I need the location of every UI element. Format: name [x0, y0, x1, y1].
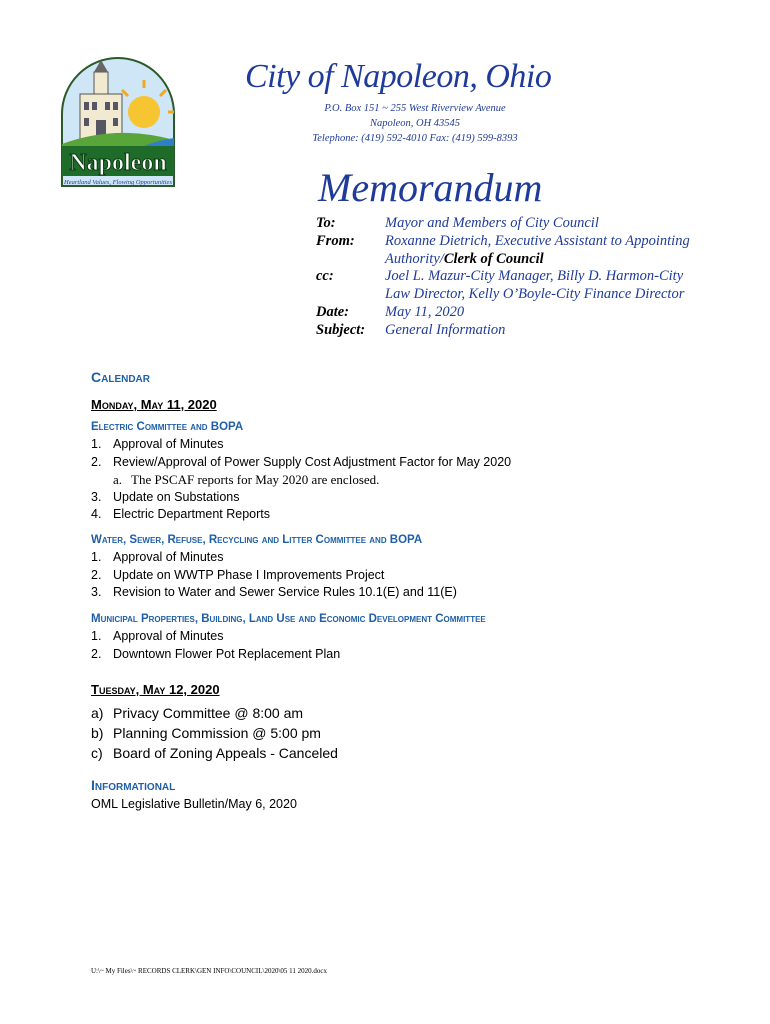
date-value: May 11, 2020 — [385, 303, 465, 320]
tuesday-heading: Tuesday, May 12, 2020 — [91, 682, 220, 697]
subject-value: General Information — [385, 321, 506, 338]
cc-value-1: Joel L. Mazur-City Manager, Billy D. Harmon-City — [385, 268, 684, 285]
list-item: 1. Approval of Minutes — [91, 437, 224, 451]
municipal-committee-heading: Municipal Properties, Building, Land Use and Economic Development Committee — [91, 613, 486, 625]
city-title: City of Napoleon, Ohio — [245, 58, 552, 95]
phone-fax: Telephone: (419) 592-4010 Fax: (419) 599-8393 — [312, 133, 518, 144]
address-line-2: Napoleon, OH 43545 — [369, 118, 461, 129]
to-label: To: — [316, 215, 336, 231]
from-value: Roxanne Dietrich, Executive Assistant to Appointing — [385, 232, 690, 249]
list-item: a) Privacy Committee @ 8:00 am — [91, 705, 304, 721]
date-label: Date: — [316, 303, 350, 320]
list-item: 4. Electric Department Reports — [91, 507, 271, 522]
from-label: From: — [316, 232, 355, 249]
water-agenda-list — [91, 549, 457, 602]
from-value-2: Authority/ — [385, 250, 444, 267]
municipal-agenda-list — [91, 628, 340, 663]
city-logo — [56, 54, 180, 190]
electric-agenda-list — [91, 436, 511, 524]
address-line-1: P.O. Box 151 ~ 255 West Riverview Avenue — [324, 103, 506, 114]
list-item: c) Board of Zoning Appeals - Canceled — [91, 745, 338, 761]
calendar-heading: Calendar — [91, 369, 150, 385]
cc-label: cc: — [316, 268, 334, 285]
water-committee-heading: Water, Sewer, Refuse, Recycling and Litter Committee and BOPA — [91, 534, 423, 546]
informational-text: OML Legislative Bulletin/May 6, 2020 — [91, 797, 297, 811]
logo-tagline: Heartland Values, Flowing Opportunities — [64, 179, 172, 186]
monday-heading: Monday, May 11, 2020 — [91, 397, 217, 412]
from-value-bold: Clerk of Council — [443, 250, 544, 267]
list-item: a. The PSCAF reports for May 2020 are enclosed. — [113, 472, 380, 488]
list-item: 1. Approval of Minutes — [91, 550, 224, 564]
list-item: 1. Approval of Minutes — [91, 629, 224, 643]
tuesday-meetings-list — [91, 703, 338, 763]
list-item: 2. Review/Approval of Power Supply Cost Adjustment Factor for May 2020 — [91, 454, 512, 469]
list-item: 2. Update on WWTP Phase I Improvements Project — [91, 567, 385, 582]
list-item: 3. Update on Substations — [91, 489, 240, 504]
memo-title: Memorandum — [318, 165, 543, 210]
list-item: 3. Revision to Water and Sewer Service Rules 10.1(E) and 11(E) — [91, 585, 457, 600]
list-item: 2. Downtown Flower Pot Replacement Plan — [91, 646, 341, 661]
logo-wordmark: Napoleon — [69, 150, 167, 176]
subject-label: Subject: — [316, 321, 366, 338]
to-value: Mayor and Members of City Council — [385, 215, 599, 231]
electric-committee-heading: Electric Committee and BOPA — [91, 421, 244, 433]
memo-header — [316, 215, 705, 340]
list-item: b) Planning Commission @ 5:00 pm — [91, 725, 321, 741]
informational-heading: Informational — [91, 777, 176, 793]
cc-value-2: Law Director, Kelly O’Boyle-City Finance Director — [385, 286, 685, 303]
file-path-footer: U:\~ My Files\~ RECORDS CLERK\GEN INFO\COUNCIL\2020\05 11 2020.docx — [91, 967, 327, 975]
